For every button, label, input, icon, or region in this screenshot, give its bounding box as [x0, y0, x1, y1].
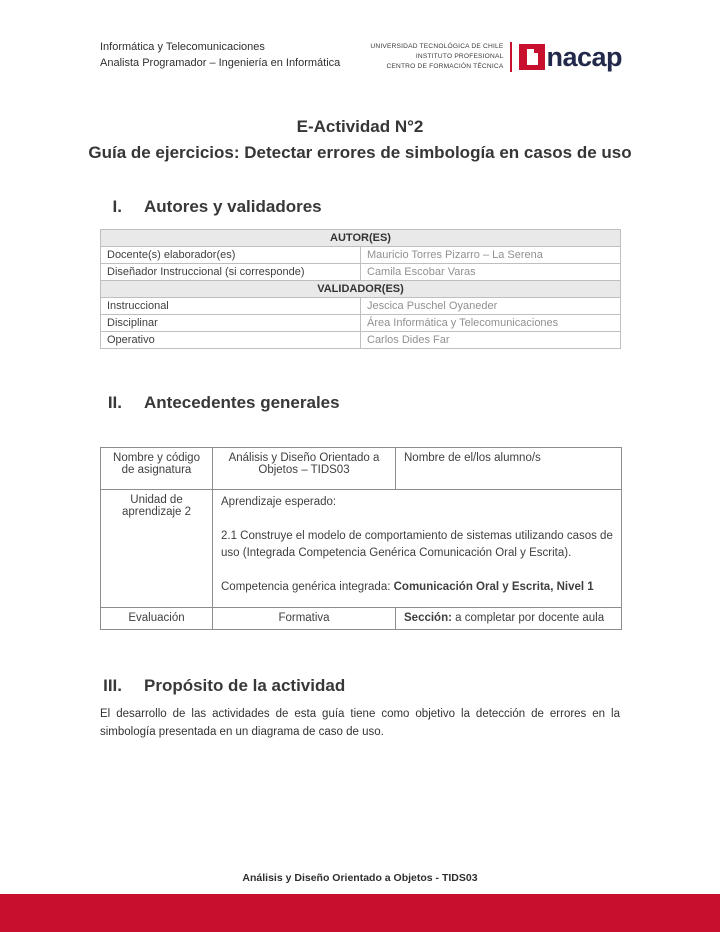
row-label: Docente(s) elaborador(es) [101, 246, 361, 263]
autor-header-cell: AUTOR(ES) [101, 229, 621, 246]
logo-i-notch [534, 53, 538, 65]
section-label: Sección: [404, 612, 452, 625]
inacap-logo [370, 42, 622, 72]
row-label: Instruccional [101, 297, 361, 314]
inacap-logo-icon [519, 44, 545, 70]
table-row [101, 297, 621, 314]
footer-text: Análisis y Diseño Orientado a Objetos - TIDS03 [242, 872, 478, 884]
generic-competence-value: Comunicación Oral y Escrita, Nivel 1 [393, 581, 594, 594]
authors-validators-table [100, 229, 621, 349]
student-name-label: Nombre de el/los alumno/s [396, 447, 622, 489]
antecedentes-table [100, 447, 622, 630]
institution-text [370, 42, 503, 72]
inacap-wordmark: nacap [546, 41, 622, 72]
logo-i-bar [527, 49, 534, 65]
program-line-2: Analista Programador – Ingeniería en Informática [100, 56, 341, 69]
section-1-number: I. [112, 196, 122, 216]
row-value: Camila Escobar Varas [361, 263, 621, 280]
paragraph-gap [221, 562, 613, 579]
row-label: Operativo [101, 331, 361, 348]
learning-unit-label: Unidad de aprendizaje 2 [101, 489, 213, 607]
expected-learning-cell [213, 489, 622, 607]
subject-name-value: Análisis y Diseño Orientado a Objetos – TIDS03 [213, 447, 396, 489]
paragraph-gap [221, 511, 613, 528]
document-title [80, 114, 640, 167]
program-info [100, 40, 340, 72]
section-3-title: Propósito de la actividad [144, 675, 346, 695]
row-value: Mauricio Torres Pizarro – La Serena [361, 246, 621, 263]
row-value: Carlos Dides Far [361, 331, 621, 348]
expected-learning-body: 2.1 Construye el modelo de comportamiento de sistemas utilizando casos de uso (Integrada Competencia Genérica Comunicación Oral y Escrita). [221, 529, 613, 560]
section-1-title: Autores y validadores [144, 196, 322, 216]
section-heading-autores [100, 197, 720, 217]
table-row [101, 280, 621, 297]
section-3-number: III. [103, 675, 122, 695]
section-cell [396, 607, 622, 629]
section-heading-proposito [100, 676, 720, 696]
evaluation-label: Evaluación [101, 607, 213, 629]
institution-line-2: INSTITUTO PROFESIONAL [415, 53, 504, 61]
section-heading-antecedentes [100, 393, 720, 413]
section-2-number: II. [107, 392, 122, 412]
table-row [101, 314, 621, 331]
subject-name-label: Nombre y código de asignatura [101, 447, 213, 489]
inacap-logo-mark [519, 41, 622, 72]
row-label: Disciplinar [101, 314, 361, 331]
program-line-1: Informática y Telecomunicaciones [100, 41, 265, 53]
footer-red-bar [0, 894, 720, 932]
section-note: a completar por docente aula [451, 612, 605, 625]
logo-divider [510, 42, 512, 72]
institution-line-1: UNIVERSIDAD TECNOLÓGICA DE CHILE [370, 43, 504, 51]
section-2-title: Antecedentes generales [144, 392, 340, 412]
table-row [101, 246, 621, 263]
generic-competence-line [221, 579, 613, 596]
row-value: Jescica Puschel Oyaneder [361, 297, 621, 314]
table-row [101, 331, 621, 348]
evaluation-type: Formativa [213, 607, 396, 629]
table-row [101, 607, 622, 629]
table-row [101, 263, 621, 280]
institution-line-3: CENTRO DE FORMACIÓN TÉCNICA [386, 62, 504, 70]
title-line-2: Guía de ejercicios: Detectar errores de simbología en casos de uso [88, 143, 632, 163]
table-row [101, 489, 622, 607]
row-label: Diseñador Instruccional (si corresponde) [101, 263, 361, 280]
generic-competence-label: Competencia genérica integrada: [221, 581, 394, 594]
purpose-paragraph: El desarrollo de las actividades de esta guía tiene como objetivo la detección de errores en la simbología presentada en un diagrama de caso de uso. [100, 707, 620, 738]
title-line-1: E-Actividad N°2 [296, 117, 424, 136]
row-value: Área Informática y Telecomunicaciones [361, 314, 621, 331]
validador-header-cell: VALIDADOR(ES) [101, 280, 621, 297]
expected-learning-heading: Aprendizaje esperado: [221, 495, 337, 508]
table-row [101, 229, 621, 246]
document-header [100, 40, 622, 72]
table-row [101, 447, 622, 489]
